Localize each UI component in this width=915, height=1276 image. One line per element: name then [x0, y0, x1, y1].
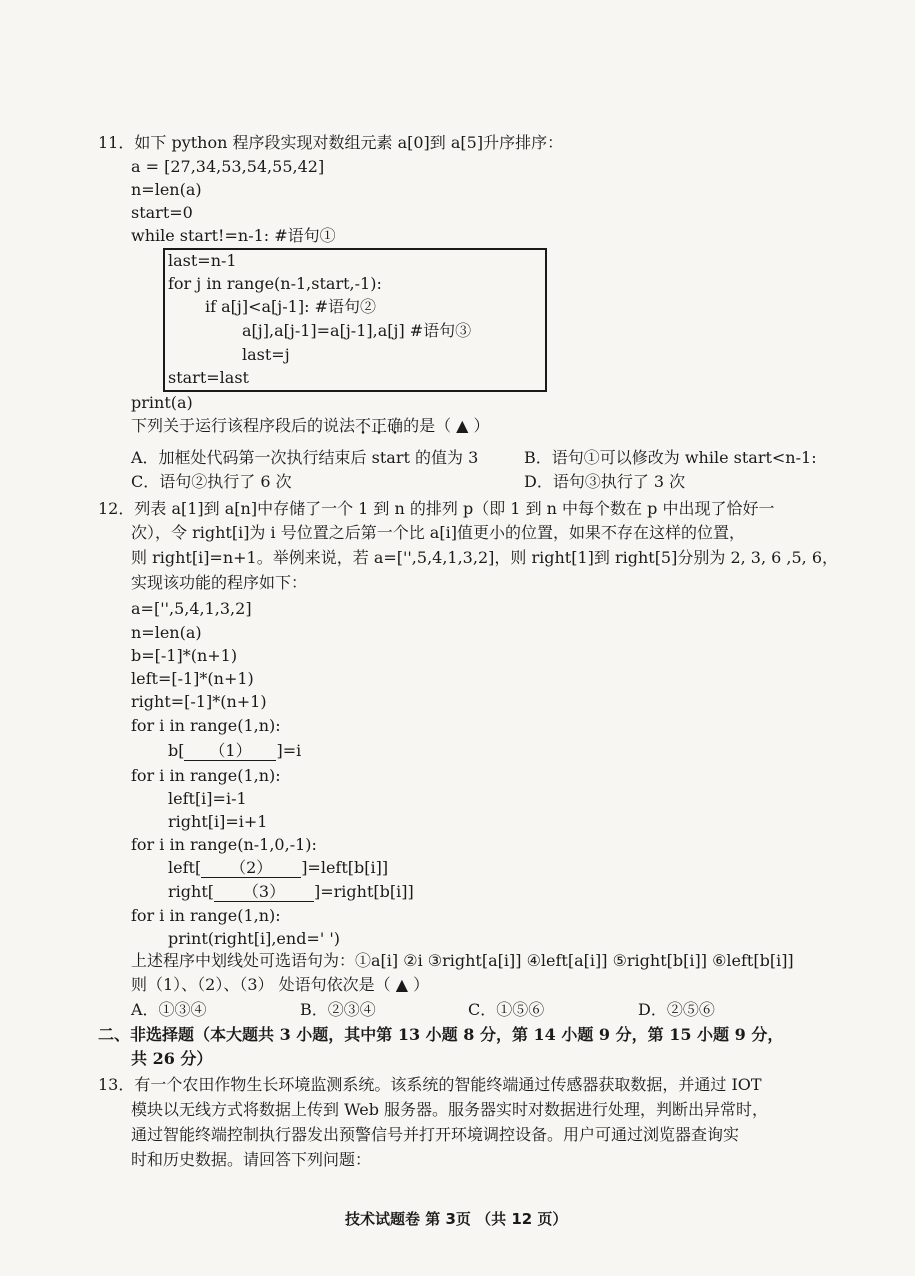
q12-code-line: b=[-1]*(n+1) — [131, 646, 238, 665]
q12-code-part: right[ — [168, 882, 214, 901]
q12-stem-line: 实现该功能的程序如下： — [131, 573, 308, 592]
q11-option-b: B．语句①可以修改为 while start<n-1: — [524, 448, 817, 467]
q11-code-line: start=0 — [131, 203, 193, 222]
q12-code-line: for i in range(n-1,0,-1): — [131, 835, 317, 854]
q11-stem — [131, 415, 490, 437]
q11-option-a: A．加框处代码第一次执行结束后 start 的值为 3 — [131, 448, 479, 467]
q12-code-line: left[i]=i-1 — [168, 789, 247, 808]
q11-box-line: if a[j]<a[j-1]: #语句② — [205, 297, 376, 316]
q11-stem-before: 下列关于运行该程序段后的说法 — [131, 416, 356, 435]
q13-line: 模块以无线方式将数据上传到 Web 服务器。服务器实时对数据进行处理，判断出异常时， — [131, 1100, 769, 1119]
q11-emphasis-char: 不 — [355, 416, 372, 435]
q12-ask: 则（1）、（2）、（3） 处语句依次是（ ▲ ） — [131, 975, 430, 994]
q11-option-c: C．语句②执行了 6 次 — [131, 472, 292, 491]
q11-box-line: for j in range(n-1,start,-1): — [168, 274, 382, 293]
q12-code-part: ]=i — [276, 741, 302, 760]
q11-box-line: a[j],a[j-1]=a[j-1],a[j] #语句③ — [242, 321, 472, 340]
q11-code-line: a = [27,34,53,54,55,42] — [131, 157, 325, 176]
q12-code-line: for i in range(1,n): — [131, 766, 281, 785]
q12-code-part: ]=right[b[i]] — [313, 882, 414, 901]
q11-code-line: n=len(a) — [131, 180, 202, 199]
q12-code-line — [168, 857, 388, 879]
q11-emphasis-char: 正 — [371, 416, 388, 435]
q12-option-a: A．①③④ — [131, 1000, 207, 1019]
q12-option-c: C．①⑤⑥ — [468, 1000, 545, 1019]
page-footer: 技术试题卷 第 3页 （共 12 页） — [345, 1210, 568, 1228]
q12-code-part: ]=left[b[i]] — [301, 858, 389, 877]
q11-title: 11．如下 python 程序段实现对数组元素 a[0]到 a[5]升序排序： — [98, 133, 564, 152]
q12-choices: 上述程序中划线处可选语句为：①a[i] ②i ③right[a[i]] ④left[a[i]] ⑤right[b[i]] ⑥left[b[i]] — [131, 951, 794, 970]
q12-code-line: right[i]=i+1 — [168, 812, 268, 831]
q12-code-line: for i in range(1,n): — [131, 906, 281, 925]
q12-option-d: D．②⑤⑥ — [638, 1000, 715, 1019]
q12-code-part: b[ — [168, 741, 185, 760]
q12-code-line: left=[-1]*(n+1) — [131, 669, 254, 688]
q12-code-line — [168, 881, 414, 903]
q12-stem-line: 12．列表 a[1]到 a[n]中存储了一个 1 到 n 的排列 p（即 1 到 n 中每个数在 p 中出现了恰好一 — [98, 499, 775, 518]
q11-code-line: while start!=n-1: #语句① — [131, 226, 336, 245]
blank-3: （3） — [214, 883, 314, 902]
q12-code-line: print(right[i],end=' ') — [168, 929, 340, 948]
q11-box-line: start=last — [168, 368, 249, 387]
q11-code-line: print(a) — [131, 393, 193, 412]
q12-code-part: left[ — [168, 858, 202, 877]
q11-emphasis-char: 确 — [387, 416, 404, 435]
blank-1: （1） — [184, 742, 276, 761]
q12-stem-line: 则 right[i]=n+1。举例来说，若 a=['',5,4,1,3,2]，则 right[1]到 right[5]分别为 2, 3, 6 ,5, 6， — [131, 548, 839, 567]
q12-stem-line: 次），令 right[i]为 i 号位置之后第一个比 a[i]值更小的位置，如果不存在这样的位置， — [131, 523, 745, 542]
q11-box-line: last=n-1 — [168, 251, 237, 270]
q11-option-d: D．语句③执行了 3 次 — [524, 472, 686, 491]
q12-code-line — [168, 740, 301, 762]
q13-line: 13．有一个农田作物生长环境监测系统。该系统的智能终端通过传感器获取数据，并通过 IOT — [98, 1075, 762, 1094]
q12-code-line: n=len(a) — [131, 623, 202, 642]
q12-code-line: a=['',5,4,1,3,2] — [131, 599, 252, 618]
section-heading-cont: 共 26 分） — [131, 1049, 213, 1068]
q11-box-line: last=j — [242, 345, 290, 364]
q12-code-line: for i in range(1,n): — [131, 716, 281, 735]
q12-code-line: right=[-1]*(n+1) — [131, 692, 267, 711]
blank-2: （2） — [201, 859, 301, 878]
q12-option-b: B．②③④ — [300, 1000, 376, 1019]
section-heading: 二、非选择题（本大题共 3 小题，其中第 13 小题 8 分，第 14 小题 9 分，第 15 小题 9 分， — [98, 1025, 784, 1044]
q13-line: 时和历史数据。请回答下列问题： — [131, 1150, 372, 1169]
q13-line: 通过智能终端控制执行器发出预警信号并打开环境调控设备。用户可通过浏览器查询实 — [131, 1125, 740, 1144]
q11-stem-after: 的是（ ▲ ） — [403, 416, 490, 435]
